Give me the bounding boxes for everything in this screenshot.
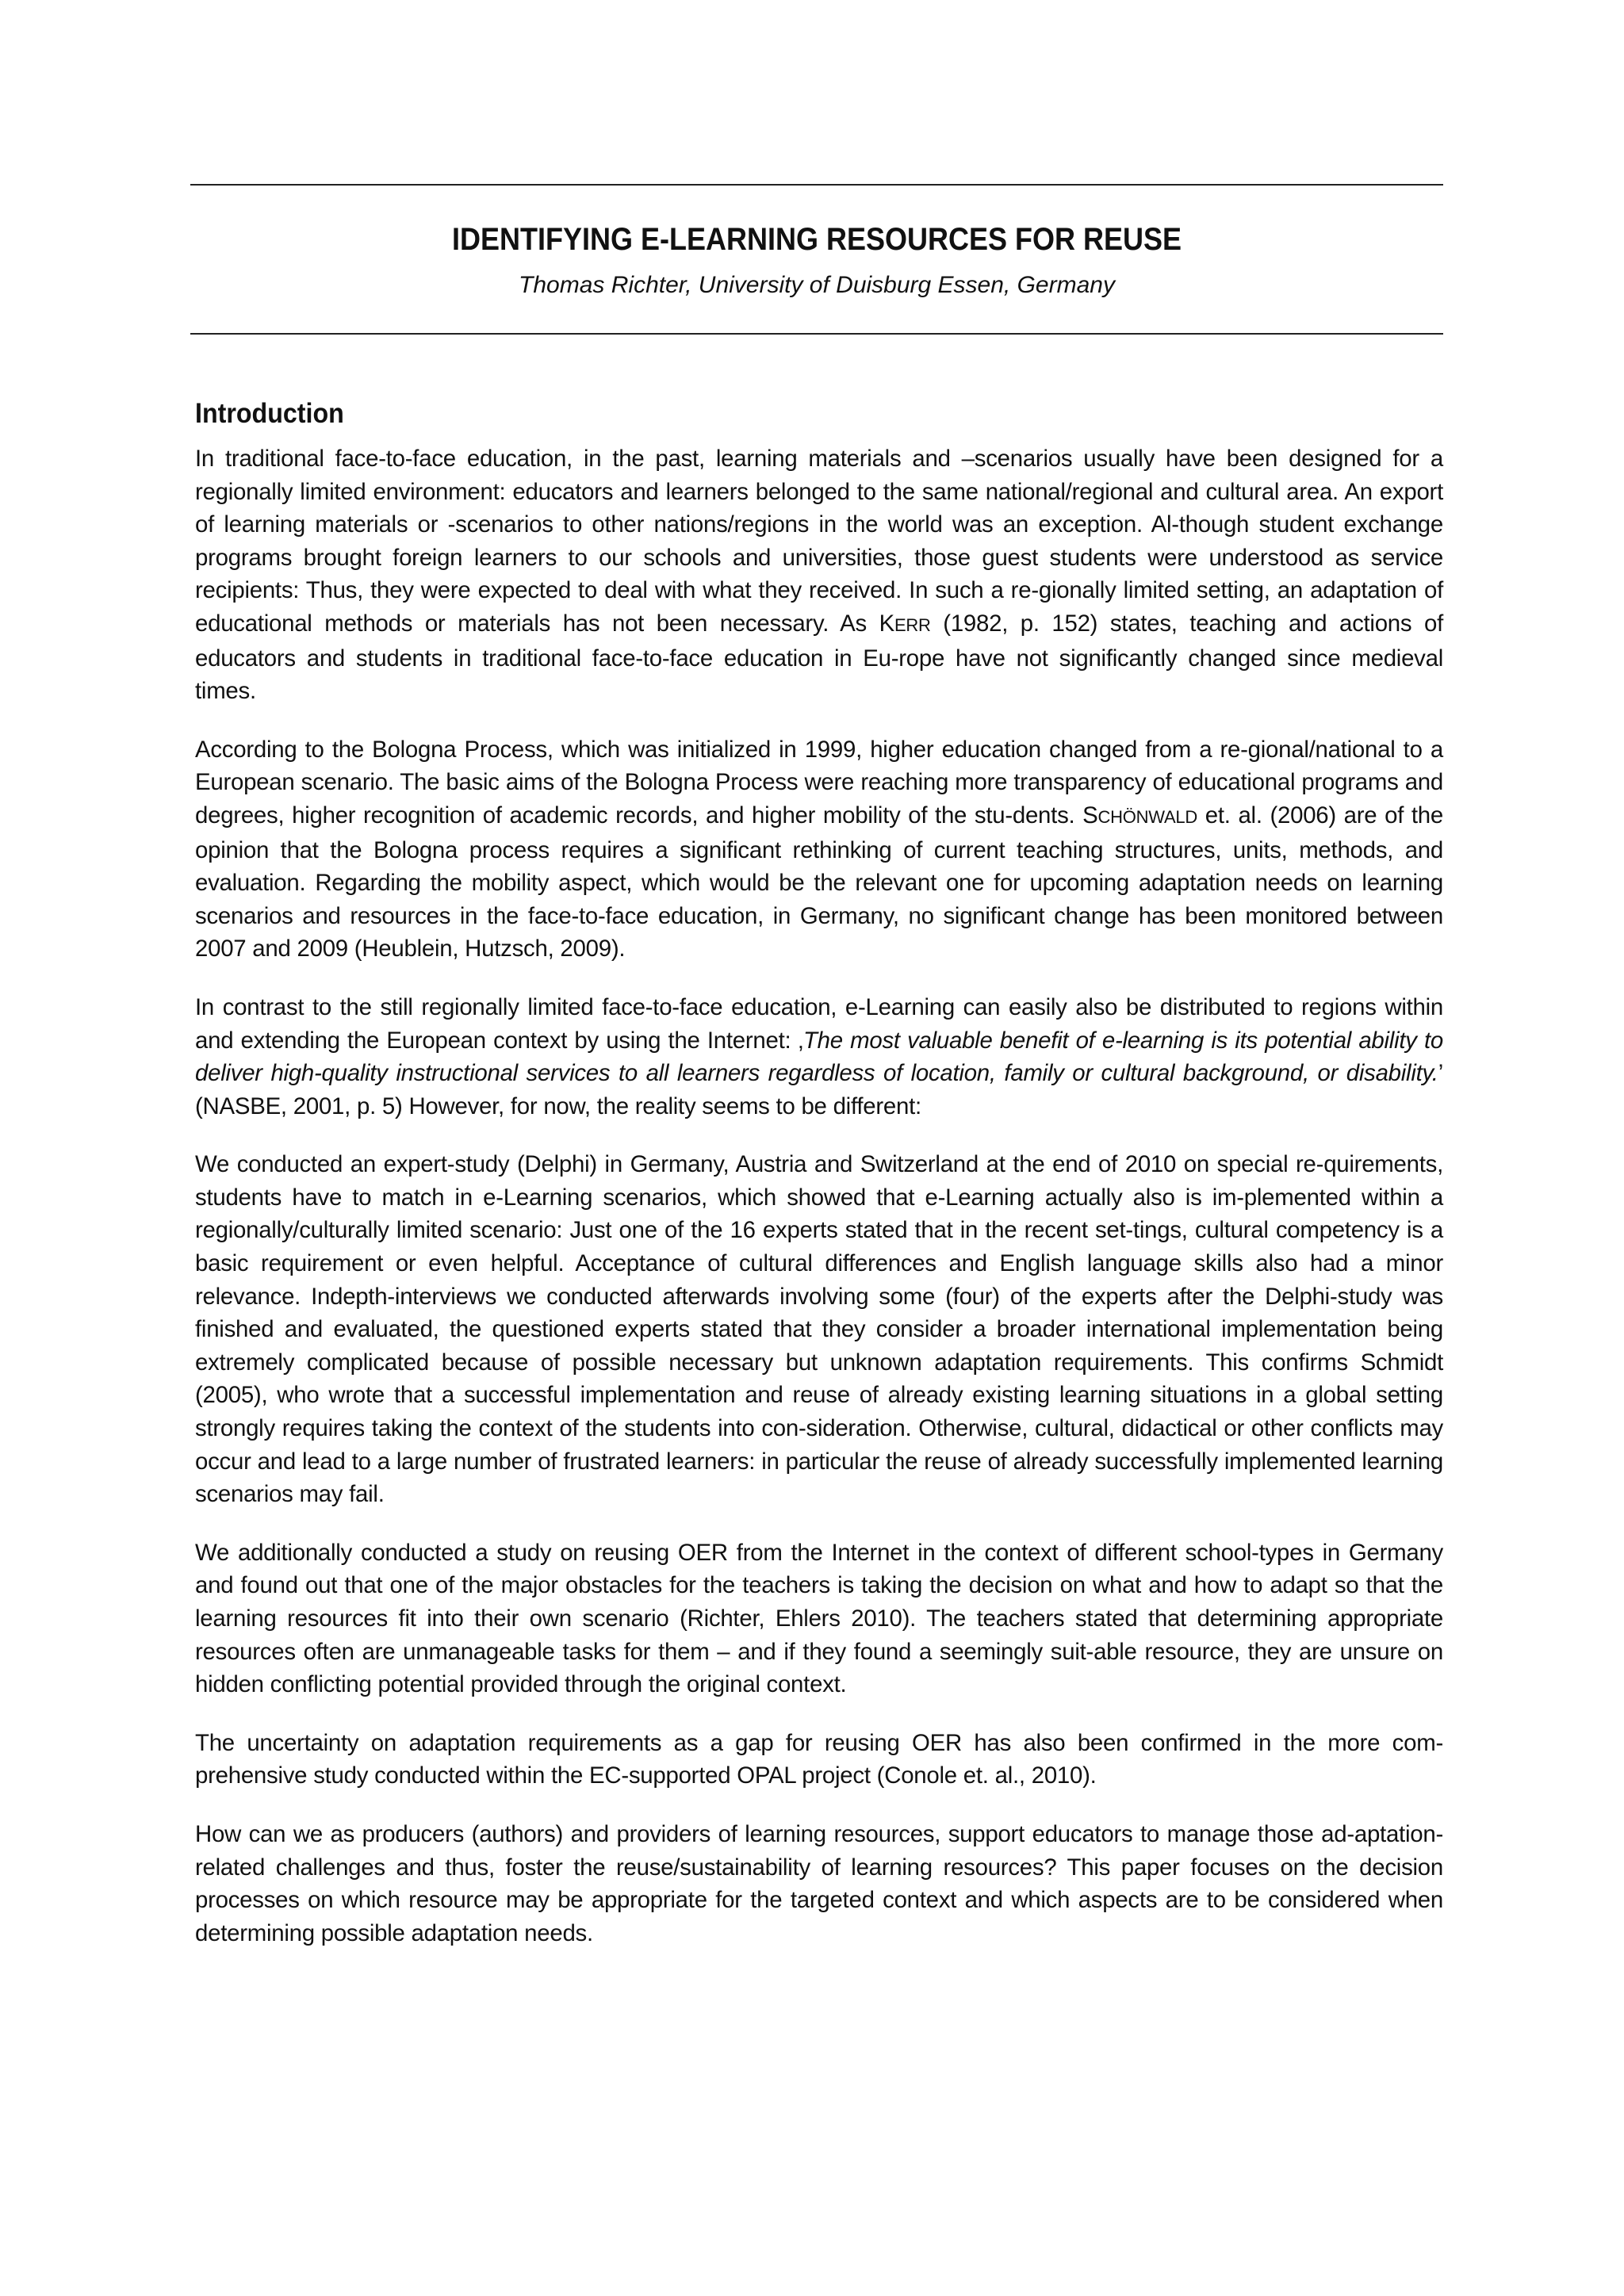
paragraph-6: The uncertainty on adaptation requirements as a gap for reusing OER has also been confirmed in the more com-prehensive study conducted within the EC-supported OPAL project (Conole et. al., 2010). [195,1729,1443,1789]
paragraph-3-text-a: In contrast to the still regionally limited face-to-face education, e-Learning can easily also be distributed to regions within and extending the European context by using the Internet: ‚ [195,993,1443,1054]
author-line: Thomas Richter, University of Duisburg Essen, Germany [519,272,1115,298]
paragraph-5: We additionally conducted a study on reusing OER from the Internet in the context of different school-types in Germany and found out that one of the major obstacles for the teachers is taking the decision on what and how to adapt so that the learning resources fit into their own scenario (Richter, Ehlers 2010). The teachers stated that determining appropriate resources often are unmanageable tasks for them – and if they found a seemingly suit-able resource, they are unsure on hidden conflicting potential provided through the original context. [195,1539,1443,1698]
paragraph-1 [195,442,1443,708]
author-name-kerr: KERR [879,610,931,637]
paper-title: IDENTIFYING E-LEARNING RESOURCES FOR REUSE [451,222,1182,257]
paragraph-4: We conducted an expert-study (Delphi) in Germany, Austria and Switzerland at the end of 2010 on special re-quirements, students have to match in e-Learning scenarios, which showed that e-Learning actually also is im-plemented within a regionally/culturally limited scenario: Just one of the 16 experts stated that in the recent set-tings, cultural competency is a basic requirement or even helpful. Acceptance of cultural differences and English language skills also had a minor relevance. Indepth-interviews we conducted afterwards involving some (four) of the experts after the Delphi-study was finished and evaluated, the questioned experts stated that they consider a broader international implementation being extremely complicated because of possible necessary but unknown adaptation requirements. This confirms Schmidt (2005), who wrote that a successful implementation and reuse of already existing learning situations in a global setting strongly requires taking the context of the students into con-sideration. Otherwise, cultural, didactical or other conflicts may occur and lead to a large number of frustrated learners: in particular the reuse of already successfully implemented learning scenarios may fail. [195,1151,1443,1508]
paragraph-1-text-a: In traditional face-to-face education, in the past, learning materials and –scenarios usually have been designed for a regionally limited environment: educators and learners belonged to the same national/regional and cultural area. An export of learning materials or -scenarios to other nations/regions in the world was an exception. Al-though student exchange programs brought foreign learners to our schools and universities, those guest students were understood as service recipients: Thus, they were expected to deal with what they received. In such a re-gionally limited setting, an adaptation of educational methods or materials has not been necessary. As [195,446,1443,637]
title-block [190,186,1443,333]
paper-page [190,184,1443,1975]
nasbe-quote: The most valuable benefit of e-learning is its potential ability to deliver high-quality instructional services to all learners regardless of location, family or cultural background, or disability. [195,1027,1443,1087]
paragraph-3 [195,991,1443,1123]
paragraph-3-text-b: ’ (NASBE, 2001, p. 5) However, for now, the reality seems to be different: [195,1060,1443,1119]
paragraph-2-text-a: According to the Bologna Process, which was initialized in 1999, higher education changed from a re-gional/national to a European scenario. The basic aims of the Bologna Process were reaching more transparency of educational programs and degrees, higher recognition of academic records, and higher mobility of the stu-dents. [195,736,1443,828]
author-name-schonwald: SCHÖNWALD [1082,802,1198,828]
paragraph-7: How can we as producers (authors) and providers of learning resources, support educators to manage those ad-aptation-related challenges and thus, foster the reuse/sustainability of learning resources? This paper focuses on the decision processes on which resource may be appropriate for the targeted context and which aspects are to be considered when determining possible adaptation needs. [195,1820,1443,1946]
bottom-rule [190,333,1443,335]
paragraph-1-text-b: (1982, p. 152) states, teaching and actions of educators and students in traditional face-to-face education in Eu-rope have not significantly changed since medieval times. [195,610,1443,705]
paragraph-2 [195,733,1443,966]
section-heading-introduction: Introduction [195,398,344,429]
paragraph-2-text-b: et. al. (2006) are of the opinion that the Bologna process requires a significant rethinking of current teaching structures, units, methods, and evaluation. Regarding the mobility aspect, which would be the relevant one for upcoming adaptation needs on learning scenarios and resources in the face-to-face education, in Germany, no significant change has been monitored between 2007 and 2009 (Heublein, Hutzsch, 2009). [195,802,1443,962]
